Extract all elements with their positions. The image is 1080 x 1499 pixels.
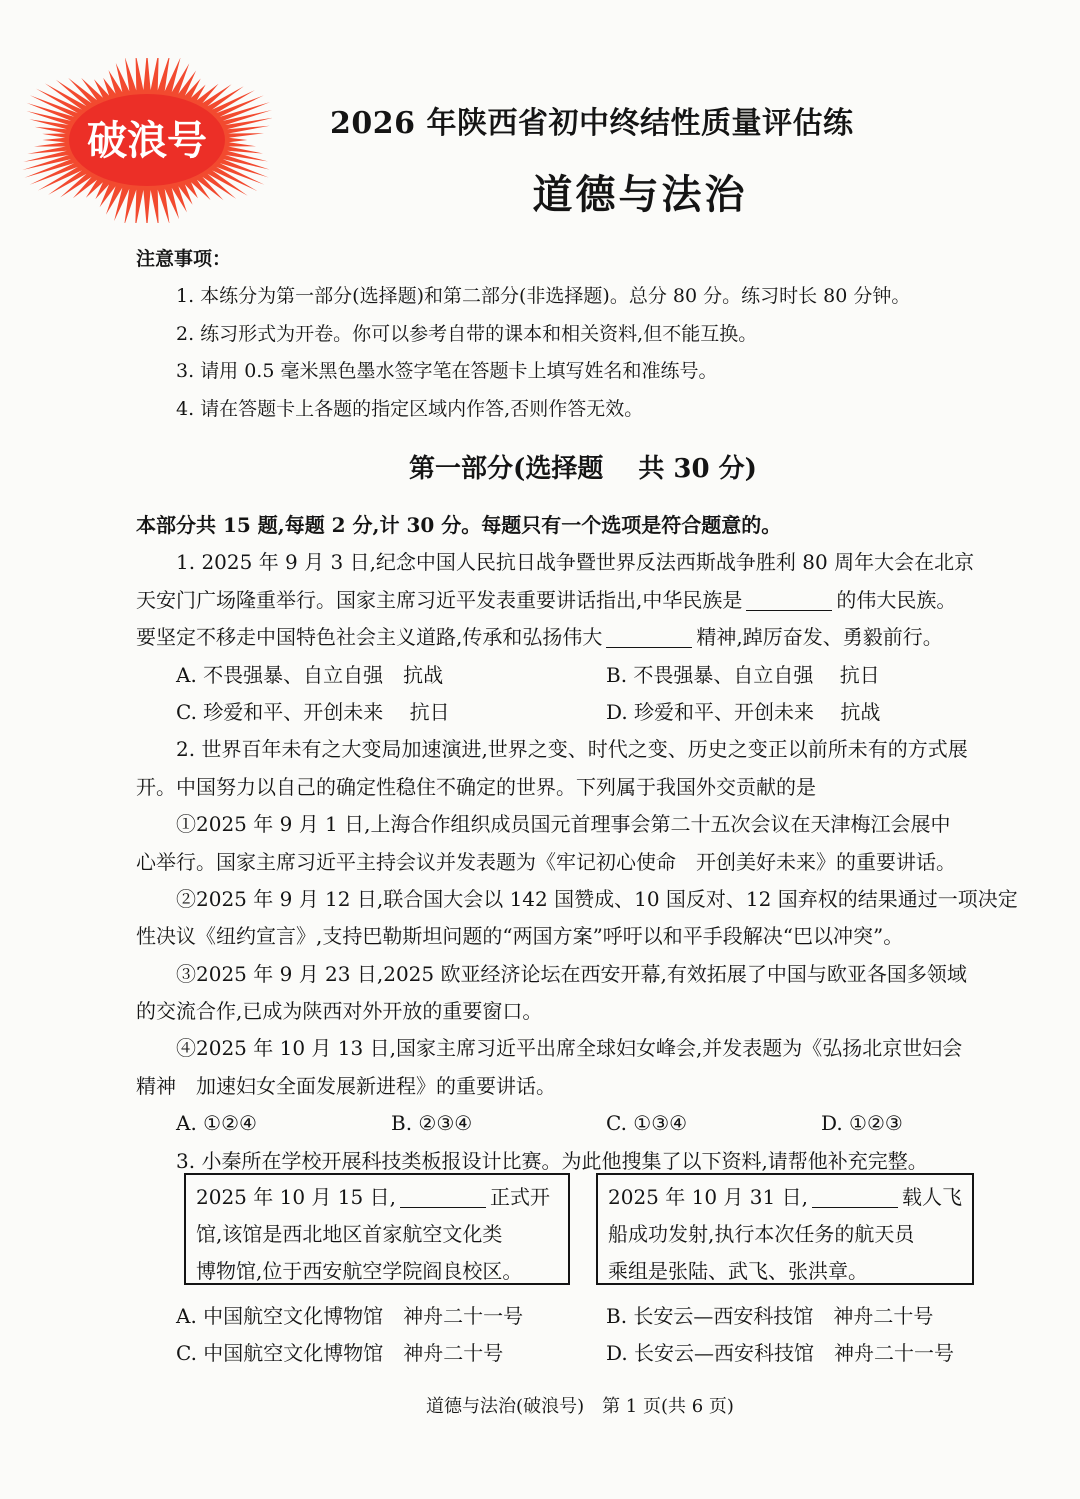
q1-text: 精神,踔厉奋发、勇毅前行。 xyxy=(696,625,943,650)
part1-title: 第一部分(选择题 共 30 分) xyxy=(409,454,757,484)
q2-line: ②2025 年 9 月 12 日,联合国大会以 142 国赞成、10 国反对、12 国弃权的结果通过一项决定 xyxy=(176,886,1018,911)
answer-blank xyxy=(400,1187,486,1208)
answer-blank xyxy=(746,590,832,611)
option-d: D. ①②③ xyxy=(821,1111,903,1136)
q1-text: 要坚定不移走中国特色社会主义道路,传承和弘扬伟大 xyxy=(136,625,603,650)
box-line xyxy=(608,1179,962,1216)
q2-line: 开。中国努力以自己的确定性稳住不确定的世界。下列属于我国外交贡献的是 xyxy=(136,774,816,799)
subject-title: 道德与法治 xyxy=(532,171,748,218)
q1-line xyxy=(136,619,1036,656)
answer-blank xyxy=(606,627,692,648)
q3-options xyxy=(136,1298,1036,1373)
box-text: 2025 年 10 月 31 日, xyxy=(608,1185,808,1209)
exam-title: 2026 年陕西省初中终结性质量评估练 xyxy=(330,106,854,141)
q1-options-row xyxy=(136,694,1036,731)
questions xyxy=(136,507,1036,1180)
option-b: B. 长安云—西安科技馆 神舟二十号 xyxy=(606,1304,934,1328)
q1-options-row xyxy=(136,657,1036,694)
q2-line: 性决议《纽约宣言》,支持巴勒斯坦问题的“两国方案”呼吁以和平手段解决“巴以冲突”。 xyxy=(136,924,904,949)
box-line: 博物馆,位于西安航空学院阎良校区。 xyxy=(196,1259,523,1283)
material-box xyxy=(596,1173,974,1285)
q2-line: 精神 加速妇女全面发展新进程》的重要讲话。 xyxy=(136,1073,556,1098)
q3-material-boxes xyxy=(184,1173,984,1291)
q2-line: 2. 世界百年未有之大变局加速演进,世界之变、时代之变、历史之变正以前所未有的方式展 xyxy=(176,737,968,762)
notice-list xyxy=(176,278,1056,428)
q2-line: 心举行。国家主席习近平主持会议并发表题为《牢记初心使命 开创美好未来》的重要讲话。 xyxy=(136,849,956,874)
box-line xyxy=(196,1179,558,1216)
option-c: C. 中国航空文化博物馆 神舟二十号 xyxy=(176,1341,504,1366)
page-footer: 道德与法治(破浪号) 第 1 页(共 6 页) xyxy=(426,1396,734,1417)
box-text: 正式开 xyxy=(489,1185,550,1209)
q1-text: 天安门广场隆重举行。国家主席习近平发表重要讲话指出,中华民族是 xyxy=(136,587,743,612)
option-d: D. 长安云—西安科技馆 神舟二十一号 xyxy=(606,1341,955,1366)
option-b: B. ②③④ xyxy=(391,1111,473,1136)
notice-heading: 注意事项： xyxy=(136,248,232,270)
q3-options-row xyxy=(136,1335,1036,1372)
part1-instruction: 本部分共 15 题,每题 2 分,计 30 分。每题只有一个选项是符合题意的。 xyxy=(136,513,782,537)
option-a: A. ①②④ xyxy=(176,1111,257,1136)
q2-options-row xyxy=(136,1105,1036,1142)
q2-line: ①2025 年 9 月 1 日,上海合作组织成员国元首理事会第二十五次会议在天津梅江会展中 xyxy=(176,812,951,837)
option-c: C. ①③④ xyxy=(606,1111,688,1136)
option-a: A. 不畏强暴、自立自强 抗战 xyxy=(176,662,444,687)
notice-item: 2. 练习形式为开卷。你可以参考自带的课本和相关资料,但不能互换。 xyxy=(176,322,758,345)
option-d: D. 珍爱和平、开创未来 抗战 xyxy=(606,699,881,724)
q2-line: ④2025 年 10 月 13 日,国家主席习近平出席全球妇女峰会,并发表题为《弘扬北京世妇会 xyxy=(176,1036,963,1061)
notice-item: 4. 请在答题卡上各题的指定区域内作答,否则作答无效。 xyxy=(176,397,644,420)
option-c: C. 珍爱和平、开创未来 抗日 xyxy=(176,699,450,724)
q3-stem: 3. 小秦所在学校开展科技类板报设计比赛。为此他搜集了以下资料,请帮他补充完整。 xyxy=(176,1148,928,1173)
option-b: B. 不畏强暴、自立自强 抗日 xyxy=(606,662,880,687)
box-line: 乘组是张陆、武飞、张洪章。 xyxy=(608,1259,868,1283)
q1-line: 1. 2025 年 9 月 3 日,纪念中国人民抗日战争暨世界反法西斯战争胜利 80 周年大会在北京 xyxy=(176,550,975,575)
option-a: A. 中国航空文化博物馆 神舟二十一号 xyxy=(176,1304,524,1328)
material-box xyxy=(184,1173,570,1285)
logo-text: 破浪号 xyxy=(87,118,207,164)
box-text: 载人飞 xyxy=(901,1185,962,1209)
notice-item: 3. 请用 0.5 毫米黑色墨水签字笔在答题卡上填写姓名和准练号。 xyxy=(176,360,718,382)
q3-options-row xyxy=(136,1298,1036,1335)
box-line: 馆,该馆是西北地区首家航空文化类 xyxy=(196,1222,503,1246)
q1-text: 的伟大民族。 xyxy=(836,587,957,612)
q2-line: ③2025 年 9 月 23 日,2025 欧亚经济论坛在西安开幕,有效拓展了中国与欧亚各国多领域 xyxy=(176,961,967,986)
q1-line xyxy=(136,582,1036,619)
notice-item: 1. 本练分为第一部分(选择题)和第二部分(非选择题)。总分 80 分。练习时长 80 分钟。 xyxy=(176,285,911,307)
answer-blank xyxy=(812,1187,898,1208)
q2-line: 的交流合作,已成为陕西对外开放的重要窗口。 xyxy=(136,999,543,1024)
box-text: 2025 年 10 月 15 日, xyxy=(196,1185,396,1209)
box-line: 船成功发射,执行本次任务的航天员 xyxy=(608,1222,915,1246)
